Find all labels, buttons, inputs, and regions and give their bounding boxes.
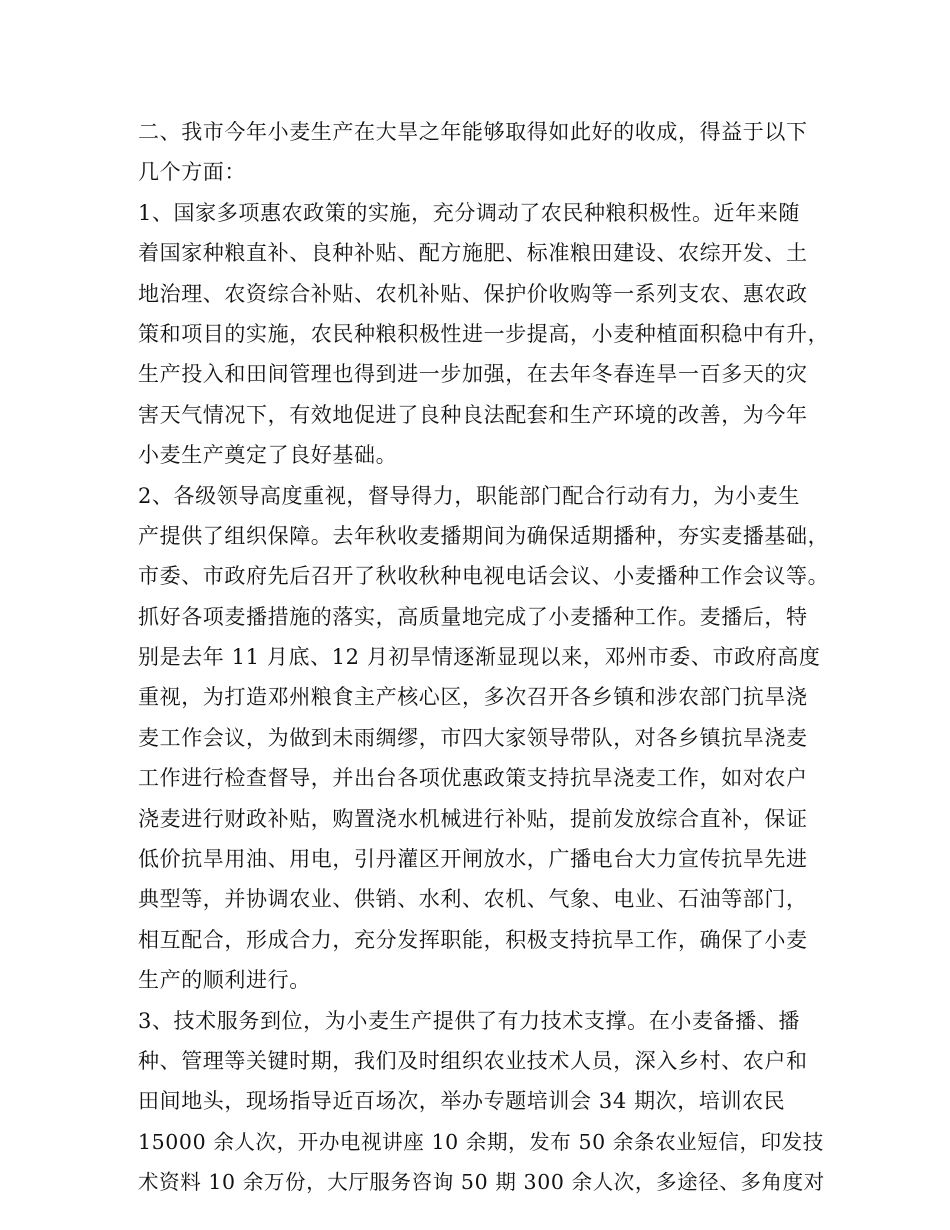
text-line-23: 3、技术服务到位，为小麦生产提供了有力技术支撑。在小麦备播、播 — [138, 1008, 800, 1033]
text-line-3: 1、国家多项惠农政策的实施，充分调动了农民种粮积极性。近年来随 — [138, 200, 800, 225]
text-line-12: 市委、市政府先后召开了秋收秋种电视电话会议、小麦播种工作会议等。 — [138, 564, 830, 589]
text-line-20: 典型等，并协调农业、供销、水利、农机、气象、电业、石油等部门， — [138, 887, 808, 912]
text-line-21: 相互配合，形成合力，充分发挥职能，积极支持抗旱工作，确保了小麦 — [138, 927, 808, 952]
text-line-19: 低价抗旱用油、用电，引丹灌区开闸放水，广播电台大力宣传抗旱先进 — [138, 847, 808, 872]
text-line-24: 种、管理等关键时期，我们及时组织农业技术人员，深入乡村、农户和 — [138, 1048, 808, 1073]
text-line-16: 麦工作会议，为做到未雨绸缪，市四大家领导带队，对各乡镇抗旱浇麦 — [138, 725, 808, 750]
text-line-10: 2、各级领导高度重视，督导得力，职能部门配合行动有力，为小麦生 — [138, 483, 800, 508]
text-line-17: 工作进行检查督导，并出台各项优惠政策支持抗旱浇麦工作，如对农户 — [138, 766, 808, 791]
text-line-26: 15000 余人次，开办电视讲座 10 余期，发布 50 余条农业短信，印发技 — [138, 1129, 824, 1154]
text-line-11: 产提供了组织保障。去年秋收麦播期间为确保适期播种，夯实麦播基础， — [138, 523, 830, 548]
body-text — [138, 112, 838, 1203]
text-line-6: 策和项目的实施，农民种粮积极性进一步提高，小麦种植面积稳中有升， — [138, 321, 830, 346]
text-line-15: 重视，为打造邓州粮食主产核心区，多次召开各乡镇和涉农部门抗旱浇 — [138, 685, 808, 710]
text-line-5: 地治理、农资综合补贴、农机补贴、保护价收购等一系列支农、惠农政 — [138, 281, 808, 306]
text-line-9: 小麦生产奠定了良好基础。 — [138, 443, 398, 468]
text-line-4: 着国家种粮直补、良种补贴、配方施肥、标准粮田建设、农综开发、土 — [138, 241, 808, 266]
text-line-8: 害天气情况下，有效地促进了良种良法配套和生产环境的改善，为今年 — [138, 402, 808, 427]
text-line-7: 生产投入和田间管理也得到进一步加强，在去年冬春连旱一百多天的灾 — [138, 362, 808, 387]
text-line-2: 几个方面： — [138, 160, 246, 185]
text-line-25: 田间地头，现场指导近百场次，举办专题培训会 34 期次，培训农民 — [138, 1089, 786, 1114]
text-line-22: 生产的顺利进行。 — [138, 968, 311, 993]
text-line-13: 抓好各项麦播措施的落实，高质量地完成了小麦播种工作。麦播后，特 — [138, 604, 808, 629]
text-line-27: 术资料 10 余万份，大厅服务咨询 50 期 300 余人次，多途径、多角度对 — [138, 1170, 825, 1195]
text-line-18: 浇麦进行财政补贴，购置浇水机械进行补贴，提前发放综合直补，保证 — [138, 806, 808, 831]
text-line-1: 二、我市今年小麦生产在大旱之年能够取得如此好的收成，得益于以下 — [138, 120, 808, 144]
text-line-14: 别是去年 11 月底、12 月初旱情逐渐显现以来，邓州市委、市政府高度 — [138, 645, 821, 670]
